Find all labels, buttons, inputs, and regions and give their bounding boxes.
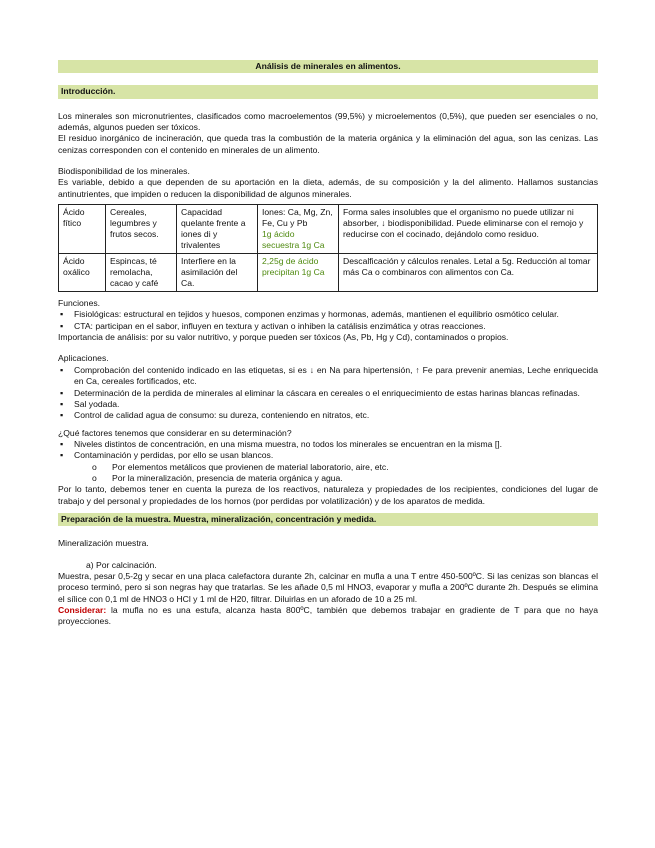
- list-item: ▪ CTA: participan en el sabor, influyen en textura y activan o inhiben la catálisis enzimática y otras reacciones.: [58, 321, 598, 332]
- section-heading-introduccion: Introducción.: [58, 85, 598, 98]
- table-cell: Ácido oxálico: [59, 254, 106, 292]
- document-page: [58, 60, 598, 628]
- section-heading-preparacion: Preparación de la muestra. Muestra, mineralización, concentración y medida.: [58, 513, 598, 526]
- table-cell: Interfiere en la asimilación del Ca.: [177, 254, 258, 292]
- mineralizacion-heading: Mineralización muestra.: [58, 538, 149, 549]
- factores-list: [58, 439, 598, 484]
- funciones-list: [58, 309, 598, 332]
- list-item: ▪ Comprobación del contenido indicado en las etiquetas, si es ↓ en Na para hipertensión, ↑ Fe para prevenir anemias, Leche enriquecida en Ca, cereales fortificados, etc.: [58, 365, 598, 388]
- considerar-text: la mufla no es una estufa, alcanza hasta 800ºC, también que debemos trabajar en gradiente de T para que no haya proyecciones.: [58, 605, 598, 627]
- table-cell: Capacidad quelante frente a iones di y trivalentes: [177, 205, 258, 254]
- list-item: ▪ Contaminación y perdidas, por ello se usan blancos.: [58, 450, 598, 461]
- considerar-note: [58, 605, 598, 628]
- table-cell: Descalficación y cálculos renales. Letal a 5g. Reducción al tomar más Ca o combinaros con alimentos con Ca.: [339, 254, 598, 292]
- factores-question: ¿Qué factores tenemos que considerar en su determinación?: [58, 427, 292, 438]
- table-row: [59, 205, 598, 254]
- document-title: Análisis de minerales en alimentos.: [58, 60, 598, 73]
- list-item: ▪ Sal yodada.: [58, 399, 598, 410]
- aplicaciones-heading: Aplicaciones.: [58, 353, 109, 364]
- aplicaciones-list: [58, 365, 598, 422]
- table-cell: Cereales, legumbres y frutos secos.: [106, 205, 177, 254]
- sub-list-item: o Por la mineralización, presencia de materia orgánica y agua.: [58, 473, 598, 484]
- table-cell: [258, 254, 339, 292]
- table-cell: Forma sales insolubles que el organismo no puede utilizar ni absorber, ↓ biodisponibilidad. Puede eliminarse con el remojo y reducirse con el cocinado, dejándolo como residuo.: [339, 205, 598, 254]
- table-cell: Ácido fítico: [59, 205, 106, 254]
- list-item: ▪ Determinación de la perdida de minerales al eliminar la cáscara en cereales o el enriquecimiento de estas harinas blancas refinadas.: [58, 388, 598, 399]
- antinutrients-table: [58, 204, 598, 292]
- list-item: ▪ Niveles distintos de concentración, en una misma muestra, no todos los minerales se encuentran en la misma [].: [58, 439, 598, 450]
- list-item: ▪ Fisiológicas: estructural en tejidos y huesos, componen enzimas y hormonas, además, mantienen el equilibrio osmótico celular.: [58, 309, 598, 320]
- table-cell-highlight: 1g ácido secuestra 1g Ca: [262, 229, 325, 251]
- importancia-text: Importancia de análisis: por su valor nutritivo, y porque pueden ser tóxicos (As, Pb, Hg y Cd), contaminados o propios.: [58, 332, 509, 343]
- factores-conclusion: Por lo tanto, debemos tener en cuenta la pureza de los reactivos, naturaleza y propiedades de los recipientes, condiciones del lugar de trabajo y del personal y propiedades de los hornos (por perdidas por volatilización) y de los aparatos de medida.: [58, 484, 598, 506]
- bio-text: Es variable, debido a que dependen de su aportación en la dieta, además, de su composición y la del alimento. Hallamos sustancias antinutrientes, que impiden o reducen la disponibilidad de algunos minerales.: [58, 177, 598, 199]
- method-heading: a) Por calcinación.: [86, 559, 157, 570]
- table-cell-highlight: 2,25g de ácido precipitan 1g Ca: [262, 256, 325, 278]
- funciones-heading: Funciones.: [58, 298, 101, 309]
- calcinacion-text: Muestra, pesar 0,5-2g y secar en una placa calefactora durante 2h, calcinar en mufla a una T entre 450-500ºC. Si las cenizas son blancas el proceso terminó, pero si son negras hay que tratarlas. Se les añade 0,5 ml HNO3, evaporar y mufla a 200ºC durante 2h. Después se elimina el sílice con 0,1 ml de HNO3 o HCl y 1 ml de H20, filtrar. Diluirlas en un aforado de 10 a 25 ml.: [58, 570, 598, 604]
- considerar-label: Considerar:: [58, 605, 107, 615]
- intro-paragraph-2: El residuo inorgánico de incineración, que queda tras la combustión de la materia orgánica y la eliminación del agua, son las cenizas. Las cenizas corresponden con el contenido en minerales de un alimento.: [58, 133, 598, 155]
- table-cell: [258, 205, 339, 254]
- list-item: ▪ Control de calidad agua de consumo: su dureza, conteniendo en nitratos, etc.: [58, 410, 598, 421]
- intro-paragraph-1: Los minerales son micronutrientes, clasificados como macroelementos (99,5%) y microelementos (0,5%), que pueden ser esenciales o no, además, algunos pueden ser tóxicos.: [58, 110, 598, 133]
- table-cell: Espincas, té remolacha, cacao y café: [106, 254, 177, 292]
- table-cell-text: Iones: Ca, Mg, Zn, Fe, Cu y Pb: [262, 207, 333, 229]
- bio-heading: Biodisponibilidad de los minerales.: [58, 166, 190, 177]
- table-row: [59, 254, 598, 292]
- sub-list-item: o Por elementos metálicos que provienen de material laboratorio, aire, etc.: [58, 462, 598, 473]
